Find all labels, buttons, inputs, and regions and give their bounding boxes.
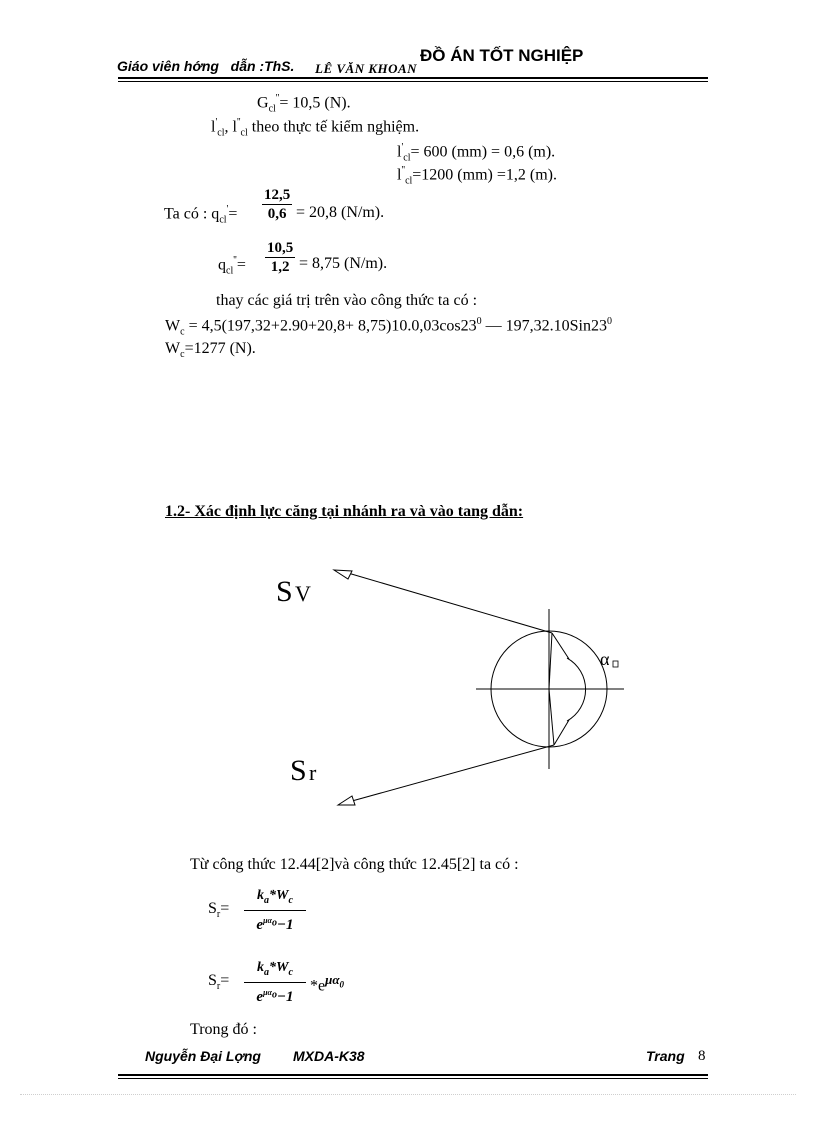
fraction-q2-numerator: 10,5: [267, 240, 294, 256]
wc-symbol: W: [165, 317, 181, 335]
l-prime-value: = 600 (mm) = 0,6 (m).: [410, 143, 556, 161]
alpha-subscript-box: [613, 661, 618, 667]
sv-arrowhead: [334, 570, 352, 579]
wc-expr-2: — 197,32.10Sin23: [481, 317, 607, 335]
sr2-w-sub: c: [288, 966, 293, 978]
footer-page-label: Trang: [646, 1048, 685, 1064]
sr2-fraction: [244, 960, 306, 1005]
line-l-prime: [397, 142, 555, 164]
line-lengths-intro: [211, 117, 419, 139]
wc-result-symbol: W: [165, 340, 181, 357]
section-heading: 1.2- Xác định lực căng tại nhánh ra và vào tang dẫn:: [165, 503, 524, 520]
belt-sr: [352, 745, 554, 801]
arc-tick-top: [552, 633, 569, 659]
sr2-e: e: [256, 988, 264, 1005]
g-value: = 10,5 (N).: [279, 94, 351, 112]
alpha-label: α: [600, 649, 610, 669]
sr1-k-sub: a: [264, 894, 270, 906]
fraction-q1: [262, 187, 292, 222]
fraction-q1-denominator: 0,6: [267, 206, 287, 222]
sr1-w: *W: [269, 888, 289, 903]
wc-sub: c: [180, 326, 185, 338]
wc-expr-1: = 4,5(197,32+2.90+20,8+ 8,75)10.0,03cos23: [184, 317, 477, 335]
sr-label-s: S: [290, 754, 307, 787]
wc-result-sub: c: [180, 349, 185, 361]
l-prime-sub: cl: [403, 152, 411, 164]
sr1-sub: r: [216, 909, 221, 921]
sr1-s: S: [208, 900, 217, 917]
q2-eq: =: [236, 256, 246, 274]
fraction-q2-denominator: 1,2: [270, 259, 290, 275]
line-l-double-prime: [397, 165, 557, 187]
l2-sub: cl: [240, 127, 248, 139]
l-dprime-value: =1200 (mm) =1,2 (m).: [412, 166, 557, 184]
sr2-multiplier: [310, 972, 344, 995]
sr2-mult-exp: [325, 972, 345, 990]
sr2-k-sub: a: [264, 966, 270, 978]
sr1-exp-text: μα: [263, 915, 272, 925]
sr-arrowhead: [338, 796, 355, 805]
lengths-desc: theo thực tế kiểm nghiệm.: [247, 118, 420, 136]
sr2-sub: r: [216, 981, 221, 993]
l1-sub: cl: [217, 127, 225, 139]
taco-text: Ta có : q: [164, 205, 220, 223]
fraction-q2-result: = 8,75 (N/m).: [299, 255, 388, 272]
header-rule-thin: [118, 81, 708, 82]
g-subscript: cl: [268, 103, 276, 115]
sv-label-s: S: [276, 575, 293, 608]
belt-sv: [348, 573, 552, 633]
l-dprime-sub: cl: [405, 175, 413, 187]
taco-sup: ': [226, 204, 229, 215]
l-symbol-2: , l: [224, 118, 237, 136]
sr1-numerator: [244, 888, 306, 908]
sr2-mult-e: *e: [310, 977, 326, 995]
sr1-bar: [244, 910, 306, 911]
fraction-q2: [265, 240, 295, 275]
sr2-s: S: [208, 972, 217, 989]
sr1-w-sub: c: [288, 894, 293, 906]
arc-tick-bottom: [554, 720, 569, 745]
fraction-q2-bar: [265, 257, 295, 258]
l-symbol-1: l: [211, 118, 216, 136]
sr1-denominator: [244, 913, 306, 933]
teacher-label-part1: Giáo viên hớng: [117, 58, 219, 74]
taco-eq: =: [228, 205, 238, 223]
sr2-exp-text: μα: [263, 987, 272, 997]
sr1-exp-sub: o: [271, 917, 277, 929]
sr2-exp: [263, 987, 277, 1001]
wc-deg-2: 0: [606, 316, 612, 327]
q2-symbol: q: [218, 256, 226, 274]
sr1-k: k: [257, 888, 265, 903]
sr1-exp: [263, 915, 277, 929]
fraction-q1-numerator: 12,5: [264, 187, 291, 203]
radius-bottom: [549, 689, 554, 745]
sr2-eq: =: [220, 972, 230, 989]
wc-result-value: =1277 (N).: [184, 340, 256, 357]
q2-label: [218, 255, 246, 277]
teacher-label-part2: dẫn :ThS.: [230, 58, 295, 74]
footer-class: MXDA-K38: [293, 1048, 365, 1064]
g-superscript: '': [275, 93, 280, 104]
sr2-minus-one: −1: [276, 988, 294, 1005]
sr2-k: k: [257, 960, 265, 975]
formula-intro: Từ công thức 12.44[2]và công thức 12.45[2] ta có :: [190, 856, 519, 873]
sr2-numerator: [244, 960, 306, 980]
q2-sub: cl: [226, 265, 234, 277]
sr1-minus-one: −1: [276, 916, 294, 933]
sr2-w: *W: [269, 960, 289, 975]
sr-label-r: r: [309, 760, 317, 785]
wc-formula: [165, 316, 612, 338]
sr2-mult-exp-sub: 0: [339, 979, 345, 990]
taco-sub: cl: [219, 214, 227, 226]
trong-do: Trong đó :: [190, 1021, 257, 1038]
l-prime-symbol: l: [397, 143, 402, 161]
sr1-eq: =: [220, 900, 230, 917]
l-dprime-sup: '': [401, 165, 406, 176]
teacher-name: LÊ VĂN KHOAN: [315, 61, 418, 76]
sr-formula-1-label: [208, 900, 229, 920]
l1-sup: ': [215, 117, 218, 128]
sv-label-v: V: [295, 581, 311, 606]
document-title: ĐỒ ÁN TỐT NGHIỆP: [420, 46, 584, 65]
l2-sup: '': [236, 117, 241, 128]
pulley-diagram: [260, 555, 640, 825]
footer-author: Nguyễn Đại Lợng: [145, 1048, 261, 1064]
footer-rule-thin: [118, 1078, 708, 1079]
line-g-cl: [257, 93, 351, 115]
substitute-text: thay các giá trị trên vào công thức ta có :: [216, 292, 478, 309]
footer-page-number: 8: [698, 1048, 706, 1064]
footer-rule: [118, 1074, 708, 1076]
wc-deg-1: 0: [476, 316, 482, 327]
teacher-label: [117, 58, 294, 74]
q2-sup: '': [233, 255, 237, 266]
header-rule: [118, 77, 708, 79]
sr-formula-2-label: [208, 972, 229, 992]
fraction-q1-result: = 20,8 (N/m).: [296, 204, 385, 221]
fraction-q1-bar: [262, 204, 292, 205]
sr1-fraction: [244, 888, 306, 933]
taco-label: [164, 204, 237, 226]
sr2-denominator: [244, 985, 306, 1005]
sr2-mult-exp-text: μα: [325, 972, 340, 987]
sr2-exp-sub: o: [271, 989, 277, 1001]
wc-result: [165, 340, 256, 360]
sr2-bar: [244, 982, 306, 983]
l-dprime-symbol: l: [397, 166, 402, 184]
l-prime-sup: ': [401, 142, 404, 153]
sr1-e: e: [256, 916, 264, 933]
g-symbol: G: [257, 94, 269, 112]
page-bottom-separator: [20, 1094, 796, 1095]
